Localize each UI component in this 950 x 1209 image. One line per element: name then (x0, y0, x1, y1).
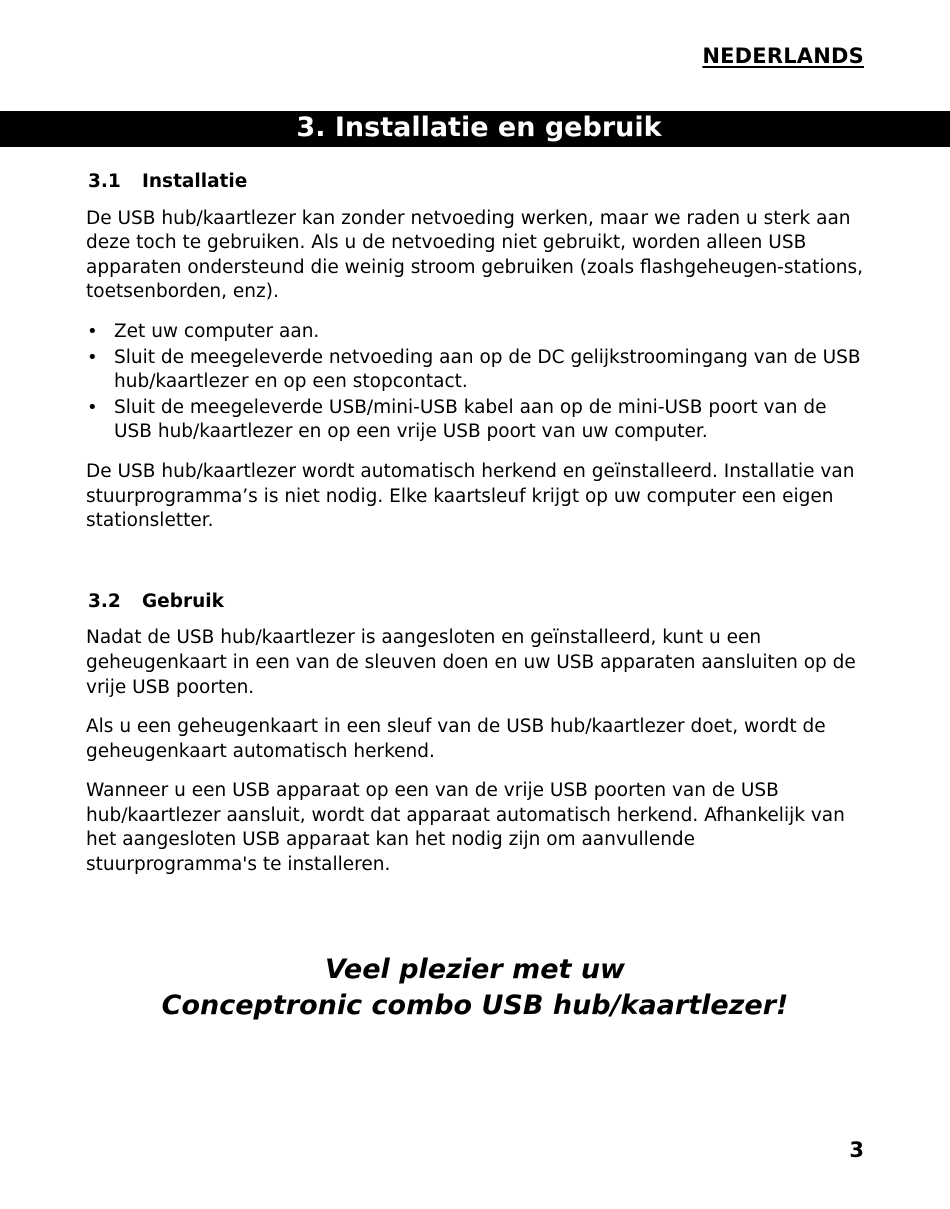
chapter-title-bar (0, 111, 950, 147)
section-number: 3.2 (88, 590, 121, 612)
bullet-icon: • (87, 396, 98, 418)
page-number: 3 (849, 1138, 864, 1162)
section-heading-usage (88, 590, 866, 615)
section-title: Gebruik (142, 590, 224, 612)
section-number: 3.1 (88, 171, 121, 192)
closing-message (0, 952, 950, 1024)
list-item-text: Sluit de meegeleverde USB/mini-USB kabel aan op de mini-USB poort van de USB hub/kaartlezer en op een vrije USB poort van uw computer. (114, 396, 827, 443)
section-title: Installatie (142, 171, 248, 192)
installation-steps-list (86, 320, 866, 445)
chapter-title: 3. Installatie en gebruik (296, 112, 662, 143)
section-spacer (86, 549, 866, 590)
list-item (86, 396, 866, 445)
usage-paragraph: Nadat de USB hub/kaartlezer is aangesloten en geïnstalleerd, kunt u een geheugenkaart in een van de sleuven doen en uw USB apparaten aansluiten op de vrije USB poorten. (86, 627, 856, 698)
usage-paragraph: Wanneer u een USB apparaat op een van de vrije USB poorten van de USB hub/kaartlezer aansluit, wordt dat apparaat automatisch herkend. Afhankelijk van het aangesloten USB apparaat kan het nodig zijn om aanvullende stuurprogramma's te installeren. (86, 780, 845, 876)
closing-line: Veel plezier met uw (324, 954, 626, 985)
installation-intro-paragraph: De USB hub/kaartlezer kan zonder netvoeding werken, maar we raden u sterk aan deze toch te gebruiken. Als u de netvoeding niet gebruikt, worden alleen USB apparaten ondersteund die weinig stroom gebruiken (zoals flashgeheugen-stations, toetsenborden, enz). (86, 207, 864, 303)
language-label: NEDERLANDS (702, 44, 864, 68)
bullet-icon: • (87, 346, 98, 368)
section-heading-installation (88, 170, 866, 195)
list-item (86, 346, 866, 395)
usage-paragraph: Als u een geheugenkaart in een sleuf van de USB hub/kaartlezer doet, wordt de geheugenkaart automatisch herkend. (86, 716, 826, 762)
list-item (86, 320, 866, 345)
list-item-text: Sluit de meegeleverde netvoeding aan op de DC gelijkstroomingang van de USB hub/kaartlezer en op een stopcontact. (114, 346, 861, 393)
closing-line: Conceptronic combo USB hub/kaartlezer! (161, 990, 789, 1021)
list-item-text: Zet uw computer aan. (114, 320, 320, 342)
installation-outro-paragraph: De USB hub/kaartlezer wordt automatisch herkend en geïnstalleerd. Installatie van stuurprogramma’s is niet nodig. Elke kaartsleuf krijgt op uw computer een eigen stationsletter. (86, 460, 855, 532)
bullet-icon: • (87, 320, 98, 342)
page-content (86, 170, 866, 893)
